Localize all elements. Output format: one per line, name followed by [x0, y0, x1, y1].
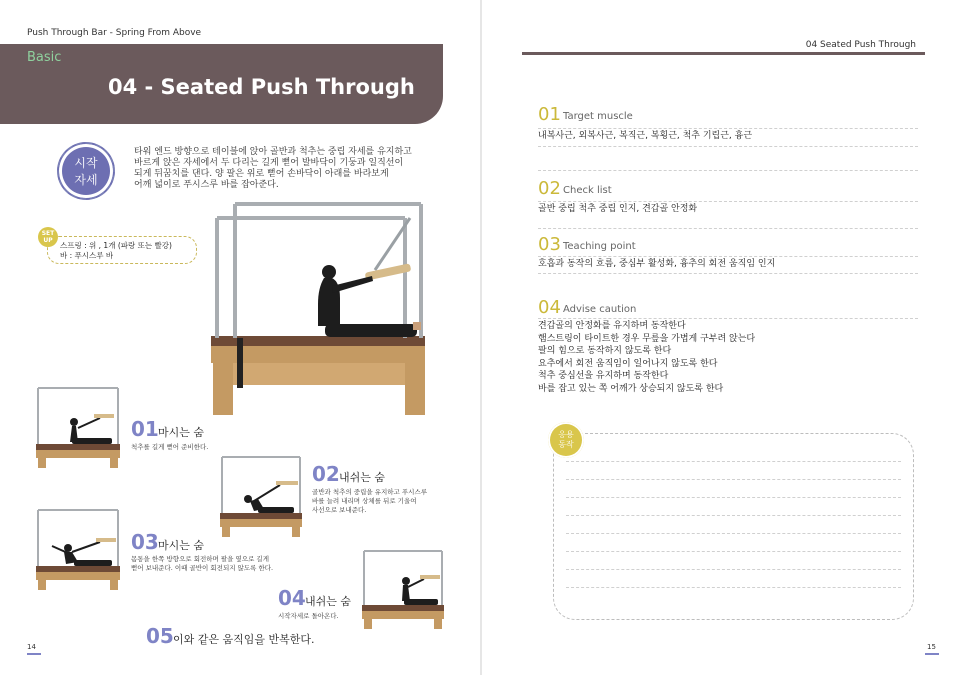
- divider: [538, 228, 918, 229]
- step-title: 내쉬는 숨: [305, 595, 352, 608]
- divider: [538, 318, 918, 319]
- running-head: 04 Seated Push Through: [805, 40, 916, 50]
- page-number-underline: [27, 653, 41, 655]
- section-line: 요추에서 회전 움직임이 일어나지 않도록 한다: [538, 358, 718, 369]
- section-line: 팔의 힘으로 동작하지 않도록 한다: [538, 346, 672, 356]
- badge-line: 자세: [74, 173, 98, 187]
- intro-line: 바르게 앉은 자세에서 두 다리는 길게 뻗어 발바닥이 기둥과 일직선이: [134, 158, 404, 168]
- intro-text: [134, 147, 439, 191]
- section-line: 햄스트링이 타이트한 경우 무릎을 가볍게 구부려 앉는다: [538, 333, 756, 344]
- application-notes-box: [553, 433, 914, 620]
- section-text: [538, 258, 918, 271]
- divider: [538, 128, 918, 129]
- section-label: Target muscle: [563, 111, 633, 122]
- section-line: 바를 잡고 있는 쪽 어깨가 상승되지 않도록 한다: [538, 383, 724, 394]
- step-desc-line: 몸통을 한쪽 방향으로 회전하며 팔을 옆으로 길게: [131, 555, 269, 563]
- note-line: [566, 497, 901, 498]
- category-label: Basic: [27, 50, 62, 65]
- section-line: 호흡과 동작의 흐름, 중심부 활성화, 흉추의 회전 움직임 인지: [538, 259, 776, 269]
- section-line: 골반 중립 척추 중립 인지, 견갑골 안정화: [538, 204, 698, 214]
- section-label: Check list: [563, 185, 612, 196]
- step-03-photo: [34, 506, 122, 592]
- application-badge: [548, 422, 584, 458]
- setup-box: [47, 236, 197, 264]
- note-line: [566, 587, 901, 588]
- note-line: [566, 515, 901, 516]
- page-number: 14: [27, 643, 36, 651]
- badge-line: 시작: [74, 156, 98, 170]
- step-desc-line: 시작자세로 돌아온다.: [278, 612, 339, 620]
- setup-line: 바 : 푸시스루 바: [60, 251, 114, 260]
- section-text: [538, 203, 918, 216]
- step-description: [131, 555, 273, 573]
- step-title: 내쉬는 숨: [339, 471, 386, 484]
- divider: [538, 146, 918, 147]
- step-description: [312, 488, 427, 515]
- step-description: [278, 612, 339, 621]
- divider: [538, 170, 918, 171]
- step-title: 마시는 숨: [158, 539, 205, 552]
- step-desc-line: 바를 늘려 내리며 상체를 뒤로 기울여: [312, 497, 417, 505]
- section-text: [538, 320, 918, 395]
- intro-line: 어깨 넓이로 푸시스루 바를 잡아준다.: [134, 180, 279, 190]
- right-page: [482, 0, 966, 675]
- divider: [538, 273, 918, 274]
- setup-badge-line: SET: [41, 230, 55, 237]
- section-label: Advise caution: [563, 304, 637, 315]
- setup-badge: [38, 227, 58, 247]
- step-number: 01: [131, 417, 159, 441]
- section-number: 01: [538, 104, 561, 125]
- badge-line: 동작: [558, 440, 574, 449]
- exercise-photo: [205, 198, 437, 420]
- step-desc-line: 사선으로 보내준다.: [312, 506, 367, 514]
- step-desc-line: 뻗어 보내준다. 이때 골반이 회전되지 않도록 한다.: [131, 564, 274, 572]
- section-label: Teaching point: [563, 241, 636, 252]
- note-line: [566, 461, 901, 462]
- section-number: 02: [538, 178, 561, 199]
- note-line: [566, 479, 901, 480]
- header-rule: [522, 52, 925, 55]
- left-page: [0, 0, 481, 675]
- note-line: [566, 551, 901, 552]
- start-position-badge: [57, 142, 115, 200]
- page-number: 15: [927, 643, 936, 651]
- section-number: 03: [538, 234, 561, 255]
- divider: [538, 256, 918, 257]
- intro-line: 되게 뒤꿈치를 댄다. 양 팔은 위로 뻗어 손바닥이 아래를 바라보게: [134, 169, 389, 179]
- step-desc-line: 골반과 척추의 중립을 유지하고 푸시스루: [312, 488, 428, 496]
- step-number: 03: [131, 530, 159, 554]
- intro-line: 타워 엔드 방향으로 테이블에 앉아 골반과 척추는 중립 자세를 유지하고: [134, 147, 412, 157]
- step-title: 이와 같은 움직임을 반복한다.: [173, 633, 315, 646]
- step-desc-line: 척추를 길게 뻗어 준비한다.: [131, 443, 209, 451]
- section-text: [538, 130, 918, 143]
- setup-line: 스프링 : 위 , 1개 (파랑 또는 빨강): [60, 241, 172, 250]
- section-line: 견갑골의 안정화를 유지하며 동작한다: [538, 321, 686, 331]
- section-number: 04: [538, 297, 561, 318]
- badge-line: 응용: [558, 430, 574, 439]
- step-number: 04: [278, 586, 306, 610]
- page-title: 04 - Seated Push Through: [108, 75, 415, 99]
- running-head: Push Through Bar - Spring From Above: [27, 28, 202, 38]
- step-number: 05: [146, 624, 174, 648]
- note-line: [566, 569, 901, 570]
- step-02-photo: [218, 453, 304, 539]
- step-04-photo: [360, 547, 446, 631]
- page-number-underline: [925, 653, 939, 655]
- divider: [538, 201, 918, 202]
- step-number: 02: [312, 462, 340, 486]
- section-line: 척추 중심선을 유지하며 동작한다: [538, 371, 669, 381]
- step-01-photo: [34, 384, 122, 470]
- note-line: [566, 533, 901, 534]
- section-line: 내복사근, 외복사근, 복직근, 복횡근, 척추 기립근, 흉근: [538, 131, 753, 141]
- step-title: 마시는 숨: [158, 426, 205, 439]
- step-description: [131, 443, 208, 452]
- setup-badge-line: UP: [43, 237, 53, 244]
